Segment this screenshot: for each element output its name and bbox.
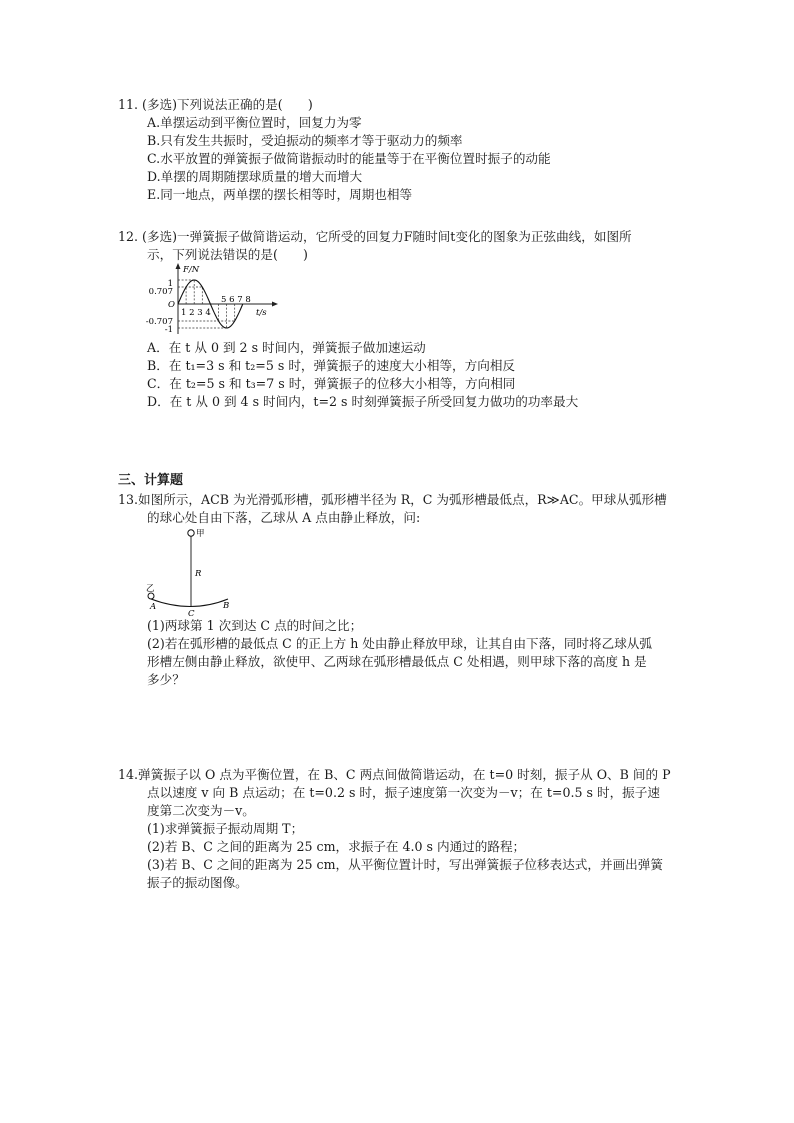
q11-option-e: E.同一地点，两单摆的摆长相等时，周期也相等	[147, 187, 413, 202]
point-b-label: B	[223, 601, 230, 611]
q14-part-3-line1: (3)若 B、C 之间的距离为 25 cm，从平衡位置计时，写出弹簧振子位移表达式，并画出弹簧	[147, 857, 663, 872]
y-axis-label: F/N	[183, 265, 200, 275]
x-ticks-1-4: 1 2 3 4	[181, 308, 211, 318]
x-axis-arrow-icon	[272, 302, 278, 307]
y-tick-1: 1	[167, 279, 173, 289]
x-axis-label: t/s	[256, 308, 267, 318]
q13-part-2-line3: 多少？	[147, 672, 185, 687]
q14-part-2: (2)若 B、C 之间的距离为 25 cm，求振子在 4.0 s 内通过的路程；	[147, 839, 526, 854]
q12-option-c: C．在 t₂=5 s 和 t₃=7 s 时，弹簧振子的位移大小相等，方向相同	[147, 376, 516, 391]
q14-part-3-line2: 振子的振动图像。	[147, 875, 248, 890]
y-tick-neg-0707: -0.707	[145, 317, 173, 327]
ball-yi-label: 乙	[146, 584, 155, 594]
q13-stem-line1: 13.如图所示，ACB 为光滑弧形槽，弧形槽半径为 R，C 为弧形槽最低点，R≫AC。甲球从弧形槽	[118, 492, 667, 507]
q12-stem-line2: 示，下列说法错误的是( )	[147, 247, 308, 262]
origin-label: O	[168, 300, 175, 310]
q12-option-d: D．在 t 从 0 到 4 s 时间内，t=2 s 时刻弹簧振子所受回复力做功的功率最大	[147, 394, 579, 409]
q12-option-a: A．在 t 从 0 到 2 s 时间内，弹簧振子做加速运动	[147, 340, 426, 355]
radius-label: R	[195, 569, 202, 579]
section-heading: 三、计算题	[118, 473, 184, 488]
q14-line-3: 度第二次变为－v。	[147, 803, 255, 818]
y-tick-neg-1: -1	[164, 325, 173, 335]
q14-line-1: 14.弹簧振子以 O 点为平衡位置，在 B、C 两点间做简谐运动，在 t=0 时刻，振子从 O、B 间的 P	[118, 767, 671, 782]
y-axis-arrow-icon	[176, 263, 181, 269]
q13-stem-line2: 的球心处自由下落，乙球从 A 点由静止释放，问:	[147, 510, 421, 525]
q11-option-c: C.水平放置的弹簧振子做简谐振动时的能量等于在平衡位置时振子的动能	[147, 151, 551, 166]
arc-groove	[151, 599, 228, 607]
q11-stem: 11. (多选)下列说法正确的是( )	[118, 97, 313, 112]
q12-option-b: B．在 t₁=3 s 和 t₂=5 s 时，弹簧振子的速度大小相等，方向相反	[147, 358, 516, 373]
q12-stem-line1: 12. (多选)一弹簧振子做简谐运动，它所受的回复力F随时间t变化的图象为正弦曲线，如图所	[118, 229, 632, 244]
q11-option-a: A.单摆运动到平衡位置时，回复力为零	[147, 115, 362, 130]
point-c-label: C	[188, 609, 195, 616]
x-ticks-5-8: 5 6 7 8	[221, 295, 251, 305]
ball-jia-icon	[188, 530, 194, 536]
force-time-graph	[142, 262, 282, 338]
q13-part-2-line2: 形槽左侧由静止释放，欲使甲、乙两球在弧形槽最低点 C 处相遇，则甲球下落的高度 h 是	[147, 654, 647, 669]
q11-option-b: B.只有发生共振时，受迫振动的频率才等于驱动力的频率	[147, 133, 463, 148]
q13-part-1: (1)两球第 1 次到达 C 点的时间之比；	[147, 618, 363, 633]
q14-part-1: (1)求弹簧振子振动周期 T；	[147, 821, 304, 836]
ball-jia-label: 甲	[196, 529, 205, 539]
q11-option-d: D.单摆的周期随摆球质量的增大而增大	[147, 169, 363, 184]
q14-line-2: 点以速度 v 向 B 点运动；在 t=0.2 s 时，振子速度第一次变为－v；在 t=0.5 s 时，振子速	[147, 785, 660, 800]
arc-groove-figure	[145, 526, 245, 616]
y-tick-0707: 0.707	[148, 287, 173, 297]
point-a-label: A	[150, 602, 157, 612]
q13-part-2-line1: (2)若在弧形槽的最低点 C 的正上方 h 处由静止释放甲球，让其自由下落，同时将乙球从弧	[147, 636, 652, 651]
